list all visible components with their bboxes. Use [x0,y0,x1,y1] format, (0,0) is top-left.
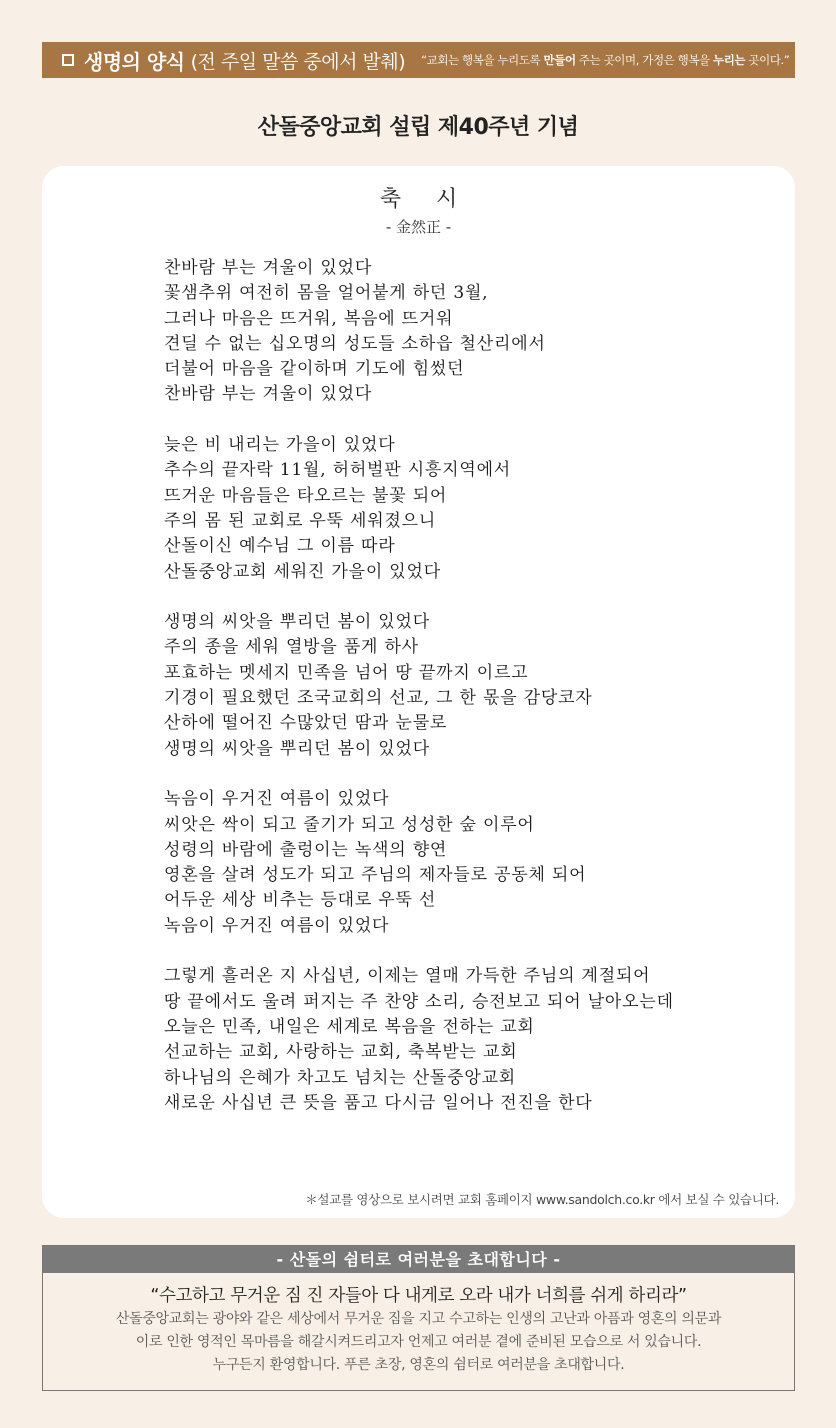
invitation-quote: “수고하고 무거운 짐 진 자들아 다 내게로 오라 내가 너희를 쉬게 하리라” [150,1286,687,1306]
poem-line: 찬바람 부는 겨울이 있었다 [164,258,373,278]
poem-line: 주의 종을 세워 열방을 품게 하사 [164,637,419,658]
poem-line: 선교하는 교회, 사랑하는 교회, 축복받는 교회 [164,1042,518,1063]
sermon-video-note: ＊설교를 영상으로 보시려면 교회 홈페이지 www.sandolch.co.kr 에서 보실 수 있습니다. [305,1192,779,1207]
section-header-bar [42,42,795,78]
poem-line: 녹음이 우거진 여름이 있었다 [164,789,390,810]
invitation-line: 이로 인한 영적인 목마름을 해갈시켜드리고자 언제고 여러분 곁에 준비된 모습으로 서 있습니다. [135,1334,702,1350]
poem-line: 어두운 세상 비추는 등대로 우뚝 선 [164,890,437,911]
invitation-box [42,1245,795,1391]
invitation-line: 산돌중앙교회는 광야와 같은 세상에서 무거운 짐을 지고 수고하는 인생의 고난과 아픔과 영혼의 의문과 [115,1311,722,1327]
poem-author: - 金然正 - [385,218,452,236]
poem-line: 주의 몸 된 교회로 우뚝 세워졌으니 [164,510,437,531]
poem-line: 꽃샘추위 여전히 몸을 얼어붙게 하던 3월, [164,283,489,304]
poem-line: 하나님의 은혜가 차고도 넘치는 산돌중앙교회 [164,1067,517,1088]
poem-line: 생명의 씨앗을 뿌리던 봄이 있었다 [164,612,430,633]
poem-line: 산돌중앙교회 세워진 가을이 있었다 [164,561,441,582]
poem-line: 성령의 바람에 출렁이는 녹색의 향연 [164,839,448,860]
section-title: 생명의 양식 [84,49,185,74]
poem-stanza [164,610,724,762]
poem-line: 견딜 수 없는 십오명의 성도들 소하읍 철산리에서 [164,333,546,354]
poem-line: 씨앗은 싹이 되고 줄기가 되고 성성한 숲 이루어 [164,814,535,835]
poem-line: 오늘은 민족, 내일은 세계로 복음을 전하는 교회 [164,1016,535,1037]
poem-line: 더불어 마음을 같이하며 기도에 힘썼던 [164,359,465,380]
poem-line: 뜨거운 마음들은 타오르는 불꽃 되어 [164,485,448,506]
poem-title: 축 시 [379,187,472,212]
poem-card [42,166,795,1218]
poem-line: 찬바람 부는 겨울이 있었다 [164,384,373,405]
poem-line: 영혼을 살려 성도가 되고 주님의 제자들로 공동체 되어 [164,865,587,886]
poem-line: 녹음이 우거진 여름이 있었다 [164,915,390,936]
invitation-line: 누구든지 환영합니다. 푸른 초장, 영혼의 쉼터로 여러분을 초대합니다. [212,1357,625,1373]
poem-line: 땅 끝에서도 울려 퍼지는 주 찬양 소리, 승전보고 되어 날아오는데 [164,991,674,1012]
header-quote: “교회는 행복을 누리도록 만들어 주는 곳이며, 가정은 행복을 누리는 곳이다.” [421,53,790,67]
anniversary-title: 산돌중앙교회 설립 제40주년 기념 [257,115,579,140]
poem-line: 늦은 비 내리는 가을이 있었다 [164,435,396,456]
poem-stanza [164,256,724,408]
poem-line: 산돌이신 예수님 그 이름 따라 [164,536,396,557]
poem-line: 새로운 사십년 큰 뜻을 품고 다시금 일어나 전진을 한다 [164,1092,593,1113]
poem-line: 추수의 끝자락 11월, 허허벌판 시흥지역에서 [164,460,512,481]
poem-line: 산하에 떨어진 수많았던 땀과 눈물로 [164,713,448,734]
poem-stanza [164,964,724,1116]
poem-body [164,256,724,1116]
poem-line: 기경이 필요했던 조국교회의 선교, 그 한 몫을 감당코자 [164,688,593,709]
poem-stanza [164,787,724,939]
poem-line: 그러나 마음은 뜨거워, 복음에 뜨거워 [164,308,454,329]
section-subtitle: (전 주일 말씀 중에서 발췌) [190,50,406,73]
poem-line: 그렇게 흘러온 지 사십년, 이제는 열매 가득한 주님의 계절되어 [164,966,651,987]
square-bullet-icon [62,54,74,66]
invitation-text [43,1308,794,1377]
invitation-heading: - 산돌의 쉼터로 여러분을 초대합니다 - [43,1246,794,1273]
poem-line: 포효하는 멧세지 민족을 넘어 땅 끝까지 이르고 [164,662,529,683]
poem-stanza [164,433,724,585]
poem-line: 생명의 씨앗을 뿌리던 봄이 있었다 [164,738,430,759]
